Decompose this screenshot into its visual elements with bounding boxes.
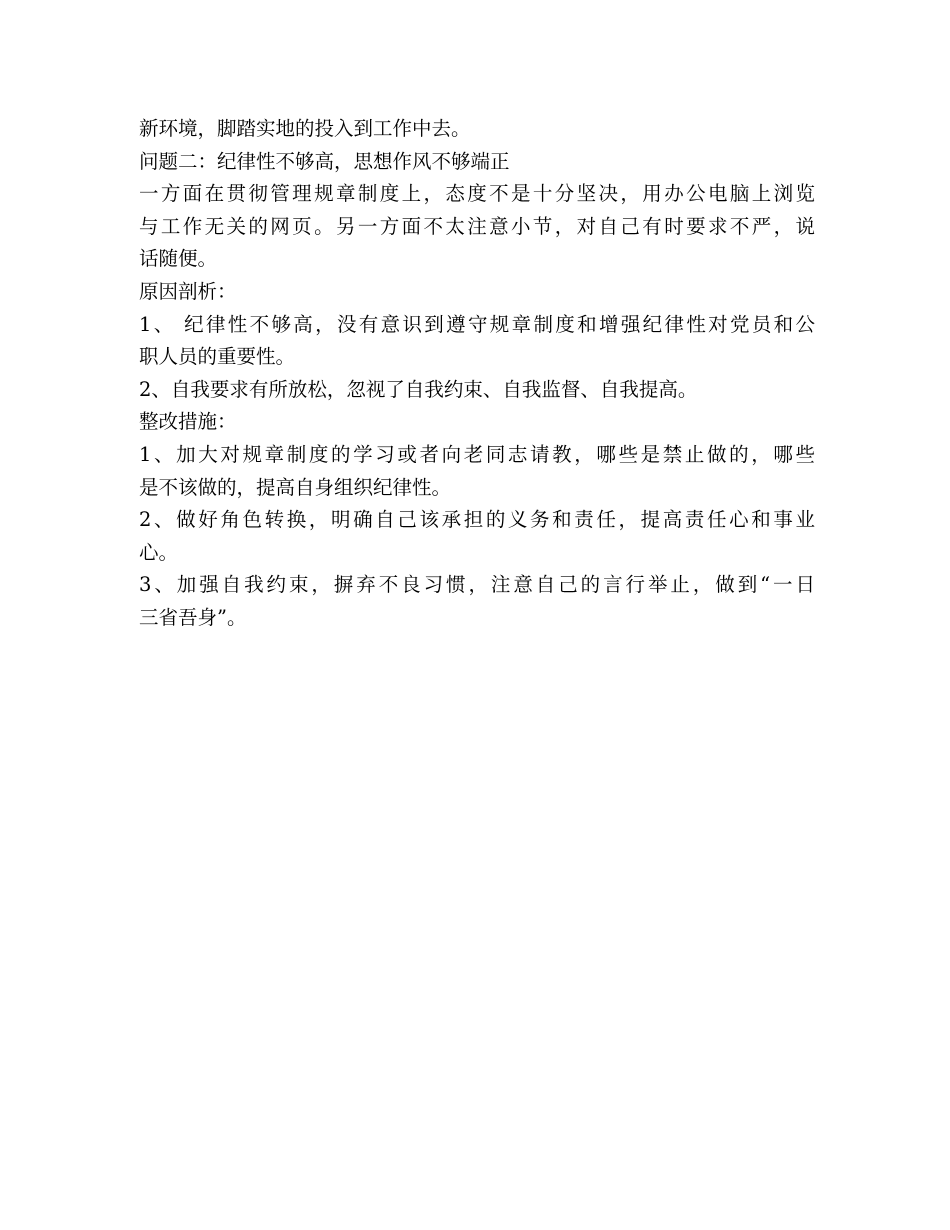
- list-item-line: 2、做好角色转换，明确自己该承担的义务和责任，提高责任心和事业: [139, 508, 815, 532]
- section-heading-problem-two: 问题二：纪律性不够高，思想作风不够端正: [139, 149, 510, 173]
- body-line: 与工作无关的网页。另一方面不太注意小节，对自己有时要求不严，说: [139, 214, 815, 238]
- body-line: 新环境，脚踏实地的投入到工作中去。: [139, 117, 471, 140]
- list-item-line: 2、自我要求有所放松，忽视了自我约束、自我监督、自我提高。: [139, 377, 698, 401]
- list-item-line: 三省吾身”。: [139, 605, 247, 629]
- list-item-line: 3、加强自我约束，摒弃不良习惯，注意自己的言行举止，做到“一日: [139, 573, 815, 597]
- document-body: [139, 113, 815, 635]
- section-heading-cause-analysis: 原因剖析：: [139, 279, 237, 303]
- section-heading-rectification: 整改措施：: [139, 410, 237, 434]
- list-item-line: 1、加大对规章制度的学习或者向老同志请教，哪些是禁止做的，哪些: [139, 442, 815, 466]
- body-line: 话随便。: [139, 247, 218, 271]
- list-item-line: 职人员的重要性。: [139, 345, 296, 369]
- list-item-line: 心。: [139, 540, 179, 564]
- list-item-line: 1、 纪律性不够高，没有意识到遵守规章制度和增强纪律性对党员和公: [139, 312, 815, 336]
- list-item-line: 是不该做的，提高自身组织纪律性。: [139, 475, 452, 499]
- body-line: 一方面在贯彻管理规章制度上，态度不是十分坚决，用办公电脑上浏览: [139, 182, 815, 206]
